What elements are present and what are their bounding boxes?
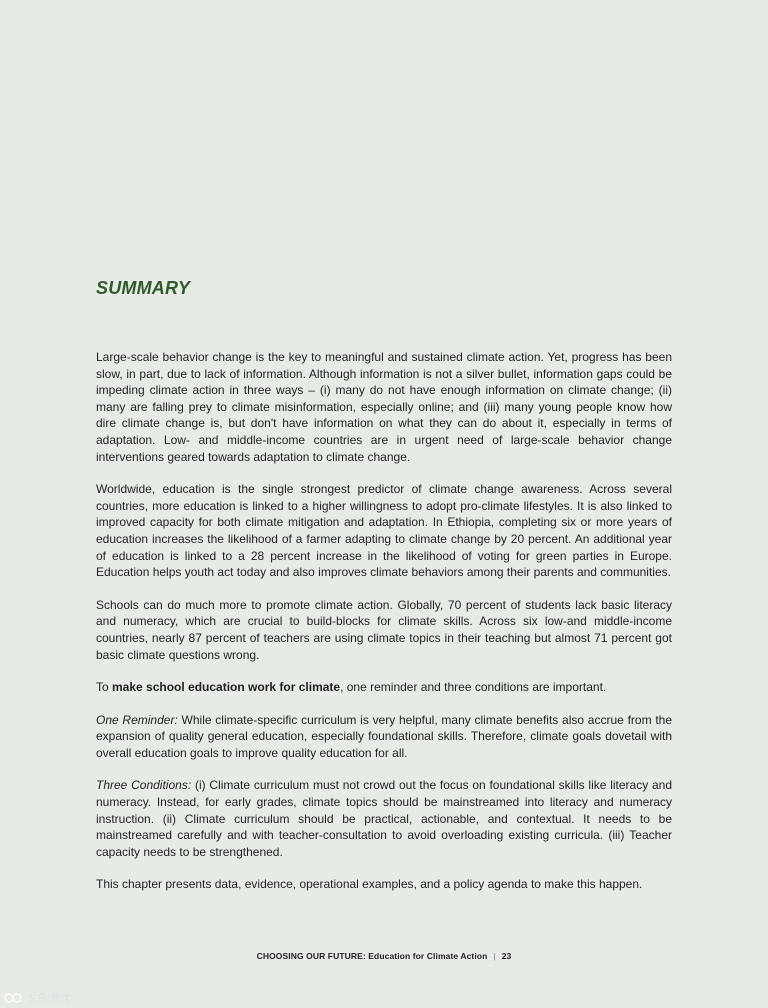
footer-title: CHOOSING OUR FUTURE: Education for Climate Action [256,951,488,961]
section-heading: SUMMARY [96,278,191,298]
p4-emphasis: make school education work for climate [112,680,341,695]
p4-prefix: To [96,680,113,695]
p5-lead: One Reminder: [96,712,178,727]
p4-suffix: , one reminder and three conditions are important. [340,680,607,695]
watermark-text: 大数跨境 [27,992,71,1005]
p5-text: While climate-specific curriculum is very helpful, many climate benefits also accrue from the expansion of quality general education, especially foundational skills. Therefore, climate goals dovetail with overall education goals to improve quality education for all. [96,712,673,760]
paragraph-chapter-overview: This chapter presents data, evidence, operational examples, and a policy agenda to make this happen. [96,877,643,892]
paragraph-one-reminder [96,712,672,762]
paragraph-schools: Schools can do much more to promote climate action. Globally, 70 percent of students lack basic literacy and numeracy, which are crucial to build-blocks for climate skills. Across six low-and middle-income countries, nearly 87 percent of teachers are using climate topics in their teaching but almost 71 percent got basic climate questions wrong. [96,597,672,662]
page-number: 23 [501,951,512,961]
paragraph-intro-conditions [96,679,672,696]
p6-lead: Three Conditions: [96,778,192,793]
paragraph-education-predictor: Worldwide, education is the single strongest predictor of climate change awareness. Across several countries, more education is linked to a higher willingness to adopt pro-climate lifestyles. It is also linked to improved capacity for both climate mitigation and adaptation. In Ethiopia, completing six or more years of education increases the likelihood of a farmer adapting to climate change by 20 percent. An additional year of education is linked to a 28 percent increase in the likelihood of voting for green parties in Europe. Education helps youth act today and also improves climate behaviors among their parents and communities. [96,482,672,580]
summary-body [96,349,672,909]
paragraph-three-conditions [96,777,672,860]
footer-separator: | [493,951,496,961]
watermark [4,990,71,1006]
p6-text: (i) Climate curriculum must not crowd out the focus on foundational skills like literacy and numeracy. Instead, for early grades, climate topics should be mainstreamed into literacy and numeracy instruction. (ii) Climate curriculum should be practical, actionable, and contextual. It needs to be mainstreamed carefully and with teacher-consultation to avoid overloading existing curricula. (iii) Teacher capacity needs to be strengthened. [96,778,673,859]
paragraph-behavior-change: Large-scale behavior change is the key to meaningful and sustained climate action. Yet, progress has been slow, in part, due to lack of information. Although information is not a silver bullet, information gaps could be impeding climate action in three ways – (i) many do not have enough information on climate change; (ii) many are falling prey to climate misinformation, especially online; and (iii) many young people know how dire climate change is, but don't have information on what they can do about it, especially in terms of adaptation. Low- and middle-income countries are in urgent need of large-scale behavior change interventions geared towards adaptation to climate change. [96,350,672,464]
watermark-logo-icon [4,992,24,1004]
page-footer [0,951,768,961]
